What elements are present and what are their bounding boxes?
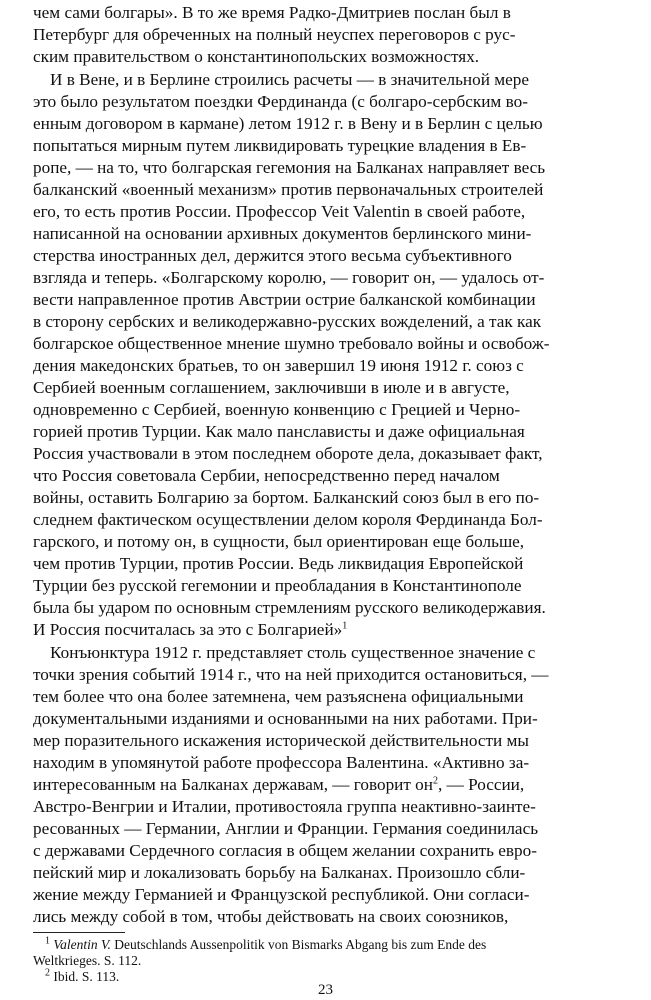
text-line: И в Вене, и в Берлине строились расчеты — в значительной мере — [50, 70, 529, 89]
text-line: это было результатом поездки Фердинанда (с болгаро-сербским во- — [33, 92, 528, 111]
text-line: ропе, — на то, что болгарская гегемония на Балканах направляет весь — [33, 158, 546, 177]
footnote-1 — [45, 936, 597, 953]
text-line: пейский мир и локализовать борьбу на Балканах. Произошло сбли- — [33, 863, 526, 882]
text-segment: , — России, — [437, 775, 525, 794]
text-line: вести направленное против Австрии острие балканской комбинации — [33, 290, 536, 309]
text-line: дения македонских братьев, то он завершил 19 июня 1912 г. союз с — [33, 356, 524, 375]
page-number: 23 — [318, 982, 333, 998]
text-line: ресованных — Германии, Англии и Франции. Германия соединилась — [33, 819, 539, 838]
text-line: попытаться мирным путем ликвидировать турецкие владения в Ев- — [33, 136, 527, 155]
footnote-2-number: 2 — [45, 967, 50, 979]
text-line: Петербург для обреченных на полный неуспех переговоров с рус- — [33, 25, 516, 44]
text-line: Австро-Венгрии и Италии, противостояла группа неактивно-заинте- — [33, 797, 536, 816]
text-line: была бы ударом по основным стремлениям русского великодержавия. — [33, 598, 546, 617]
text-line: чем против Турции, против России. Ведь ликвидация Европейской — [33, 554, 524, 573]
text-line: войны, оставить Болгарию за бортом. Балканский союз был в его по- — [33, 488, 540, 507]
text-line: взгляда и теперь. «Болгарскому королю, — говорит он, — удалось от- — [33, 268, 545, 287]
text-line — [33, 619, 597, 641]
text-line: ским правительством о константинопольских возможностях. — [33, 47, 480, 66]
text-line: его, то есть против России. Профессор Veit Valentin в своей работе, — [33, 202, 526, 221]
text-line: жение между Германией и Французской республикой. Они согласи- — [33, 885, 530, 904]
text-line — [33, 774, 597, 796]
text-line: енным договором в кармане) летом 1912 г. в Вену и в Берлин с целью — [33, 114, 543, 133]
text-line: в сторону сербских и великодержавно-русских вожделений, а так как — [33, 312, 542, 331]
footnote-1-number: 1 — [45, 935, 50, 947]
footnote-2-text: Ibid. S. 113. — [50, 969, 120, 984]
text-line: болгарское общественное мнение шумно требовало войны и освобож- — [33, 334, 550, 353]
text-line: стерства иностранных дел, держится этого весьма субъективного — [33, 246, 512, 265]
text-line: чем сами болгары». В то же время Радко-Дмитриев послан был в — [33, 3, 511, 22]
footnote-1-author: Valentin V. — [53, 937, 111, 952]
footnote-ref-2: 2 — [432, 775, 438, 787]
text-line: с державами Сердечного согласия в общем желании сохранить евро- — [33, 841, 537, 860]
text-line: Россия участвовали в этом последнем обороте дела, доказывает факт, — [33, 444, 543, 463]
footnote-divider — [33, 932, 125, 933]
text-line: что Россия советовала Сербии, непосредственно перед началом — [33, 466, 500, 485]
text-line: лись между собой в том, чтобы действовать на своих союзников, — [33, 907, 509, 926]
text-line: балканский «военный механизм» против первоначальных строителей — [33, 180, 544, 199]
text-line: горией против Турции. Как мало панслависты и даже официальная — [33, 422, 525, 441]
text-segment: интересованным на Балканах державам, — говорит он — [33, 775, 433, 794]
text-line: гарского, и потому он, в сущности, был ориентирован еще больше, — [33, 532, 525, 551]
text-line: Сербией военным соглашением, заключивши в июле и в августе, — [33, 378, 510, 397]
text-segment: И Россия посчиталась за это с Болгарией» — [33, 620, 343, 639]
text-line: точки зрения событий 1914 г., что на ней приходится остановиться, — — [33, 665, 549, 684]
footnote-ref-1: 1 — [342, 620, 348, 632]
text-line: написанной на основании архивных документов берлинского мини- — [33, 224, 532, 243]
text-line: мер поразительного искажения исторической действительности мы — [33, 731, 529, 750]
text-line: одновременно с Сербией, военную конвенцию с Грецией и Черно- — [33, 400, 521, 419]
footnote-1-text: Deutschlands Aussenpolitik von Bismarks Abgang bis zum Ende des — [110, 937, 487, 952]
text-line: документальными изданиями и основанными на них работами. При- — [33, 709, 538, 728]
text-line: Конъюнктура 1912 г. представляет столь существенное значение с — [50, 643, 536, 662]
text-line: следнем фактическом осуществлении делом короля Фердинанда Бол- — [33, 510, 543, 529]
text-line: находим в упомянутой работе профессора Валентина. «Активно за- — [33, 753, 530, 772]
text-line: тем более что она более затемнена, чем разъяснена официальными — [33, 687, 524, 706]
footnote-1-continued: Weltkrieges. S. 112. — [33, 953, 142, 968]
text-line: Турции без русской гегемонии и преобладания в Константинополе — [33, 576, 522, 595]
